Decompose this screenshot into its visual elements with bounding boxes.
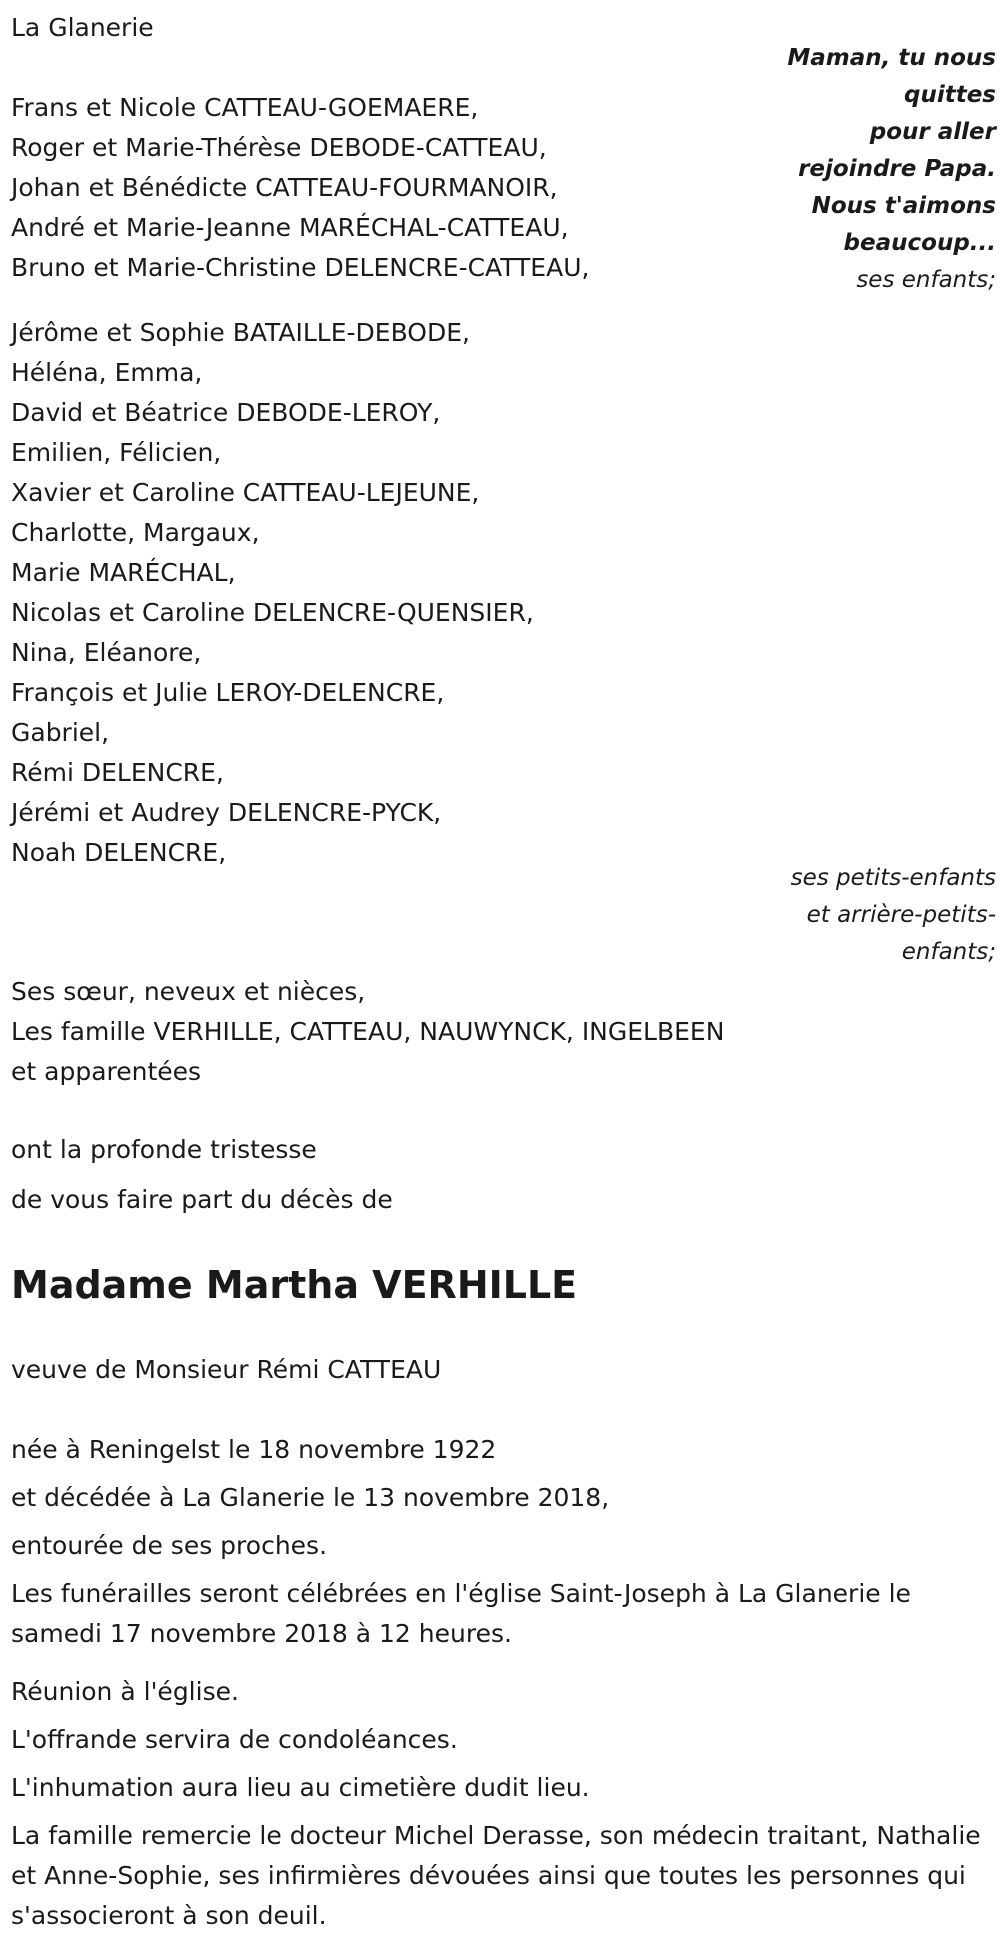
list-item: Charlotte, Margaux, xyxy=(11,518,260,547)
list-item: Bruno et Marie-Christine DELENCRE-CATTEAU, xyxy=(11,253,590,282)
list-item: Les famille VERHILLE, CATTEAU, NAUWYNCK, INGELBEEN xyxy=(11,1017,725,1046)
announcement-line: ont la profonde tristesse xyxy=(11,1135,317,1164)
list-item: Johan et Bénédicte CATTEAU-FOURMANOIR, xyxy=(11,173,558,202)
thanks-info: La famille remercie le docteur Michel Derasse, son médecin traitant, Nathalie et Anne-Sophie, ses infirmières dévouées ainsi que toutes les personnes qui s'associeront à son deuil. xyxy=(11,1821,981,1930)
offering-info: L'offrande servira de condoléances. xyxy=(11,1725,458,1754)
list-item: Frans et Nicole CATTEAU-GOEMAERE, xyxy=(11,93,479,122)
quote-line: Nous t'aimons xyxy=(811,193,996,219)
label-line: ses petits-enfants xyxy=(790,865,996,891)
grandchildren-label xyxy=(736,860,996,971)
list-item: François et Julie LEROY-DELENCRE, xyxy=(11,678,445,707)
quote-line: beaucoup... xyxy=(843,230,996,256)
meeting-info: Réunion à l'église. xyxy=(11,1677,239,1706)
list-item: Héléna, Emma, xyxy=(11,358,203,387)
list-item: Gabriel, xyxy=(11,718,110,747)
burial-info: L'inhumation aura lieu au cimetière dudit lieu. xyxy=(11,1773,590,1802)
label-line: enfants; xyxy=(901,939,996,965)
list-item: Ses sœur, neveux et nièces, xyxy=(11,977,366,1006)
quote-line: pour aller xyxy=(869,119,996,145)
list-item: Xavier et Caroline CATTEAU-LEJEUNE, xyxy=(11,478,480,507)
list-item: Noah DELENCRE, xyxy=(11,838,227,867)
quote-line: quittes xyxy=(904,82,996,108)
list-item: Marie MARÉCHAL, xyxy=(11,558,236,587)
birth-info: née à Reningelst le 18 novembre 1922 xyxy=(11,1435,497,1464)
list-item: Nina, Eléanore, xyxy=(11,638,202,667)
list-item: Emilien, Félicien, xyxy=(11,438,222,467)
quote-block xyxy=(776,40,996,262)
widow-of: veuve de Monsieur Rémi CATTEAU xyxy=(11,1355,442,1384)
quote-attribution: ses enfants; xyxy=(856,267,996,293)
death-info: et décédée à La Glanerie le 13 novembre 2018, xyxy=(11,1483,610,1512)
list-item: Roger et Marie-Thérèse DEBODE-CATTEAU, xyxy=(11,133,547,162)
place-header: La Glanerie xyxy=(11,13,154,42)
list-item: Nicolas et Caroline DELENCRE-QUENSIER, xyxy=(11,598,534,627)
deceased-name: Madame Martha VERHILLE xyxy=(11,1263,578,1307)
list-item: Jérémi et Audrey DELENCRE-PYCK, xyxy=(11,798,442,827)
surrounded-info: entourée de ses proches. xyxy=(11,1531,328,1560)
children-list xyxy=(11,88,589,288)
quote-line: rejoindre Papa. xyxy=(798,156,996,182)
list-item: et apparentées xyxy=(11,1057,202,1086)
list-item: David et Béatrice DEBODE-LEROY, xyxy=(11,398,441,427)
grandchildren-list xyxy=(11,313,534,873)
quote-line: Maman, tu nous xyxy=(787,45,996,71)
announcement-line: de vous faire part du décès de xyxy=(11,1185,393,1214)
list-item: Rémi DELENCRE, xyxy=(11,758,224,787)
label-line: et arrière-petits- xyxy=(806,902,996,928)
list-item: André et Marie-Jeanne MARÉCHAL-CATTEAU, xyxy=(11,213,569,242)
funeral-info: Les funérailles seront célébrées en l'église Saint-Joseph à La Glanerie le samedi 17 novembre 2018 à 12 heures. xyxy=(11,1579,911,1648)
family-list xyxy=(11,972,724,1092)
list-item: Jérôme et Sophie BATAILLE-DEBODE, xyxy=(11,318,470,347)
